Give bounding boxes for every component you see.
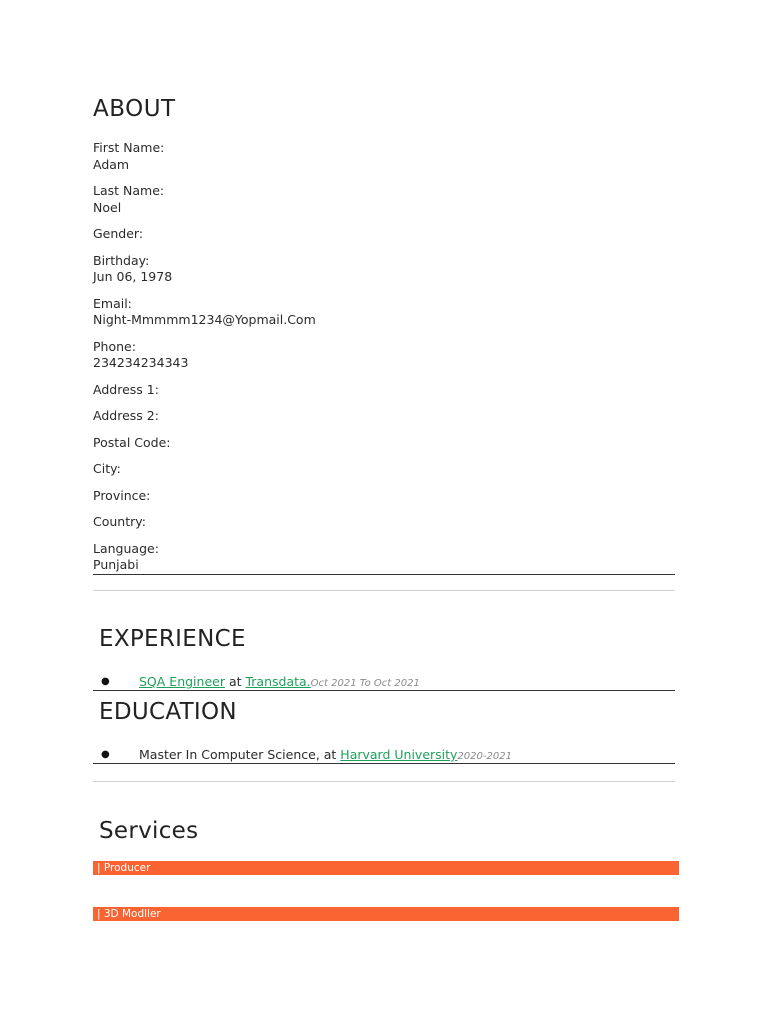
field-birthday <box>93 253 675 286</box>
field-label: Last Name: <box>93 183 165 198</box>
service-item-3d-modller <box>93 907 679 921</box>
field-last-name <box>93 183 675 216</box>
field-label: Phone: <box>93 338 136 354</box>
field-label: Birthday: <box>93 252 150 268</box>
field-country <box>93 514 675 531</box>
field-address-2 <box>93 408 675 425</box>
field-label: Postal Code: <box>93 434 171 450</box>
section-divider <box>93 590 675 591</box>
field-value: Night-Mmmmm1234@Yopmail.Com <box>93 312 316 327</box>
field-label: Gender: <box>93 226 144 241</box>
field-label: Email: <box>93 295 132 311</box>
degree-text: Master In Computer Science, at <box>139 747 341 762</box>
section-divider <box>93 781 675 782</box>
field-city <box>93 461 675 478</box>
field-postal-code <box>93 435 675 452</box>
field-label: Language: <box>93 540 159 556</box>
field-province <box>93 488 675 505</box>
field-label: Address 1: <box>93 381 159 397</box>
school-link[interactable]: Harvard University <box>340 747 458 762</box>
field-value: Jun 06, 1978 <box>93 269 173 284</box>
about-heading: ABOUT <box>93 96 176 122</box>
experience-heading: EXPERIENCE <box>99 626 246 652</box>
experience-connector: at <box>224 674 246 689</box>
experience-text <box>139 674 420 692</box>
field-value: 234234234343 <box>93 355 189 370</box>
field-label: First Name: <box>93 140 165 155</box>
company-link[interactable]: Transdata. <box>245 674 311 689</box>
about-field-list <box>93 140 675 575</box>
field-value: Adam <box>93 156 130 172</box>
field-language <box>93 541 675 575</box>
experience-item <box>93 674 675 691</box>
field-first-name <box>93 140 675 173</box>
experience-dates: Oct 2021 To Oct 2021 <box>310 678 420 689</box>
field-address-1 <box>93 382 675 399</box>
service-label: | Producer <box>97 862 151 874</box>
field-label: City: <box>93 461 121 476</box>
job-title-link[interactable]: SQA Engineer <box>139 674 225 689</box>
bullet-icon: ● <box>101 676 110 687</box>
education-heading: EDUCATION <box>99 699 237 725</box>
education-text <box>139 747 512 765</box>
education-item <box>93 747 675 764</box>
field-gender <box>93 226 675 243</box>
field-value: Noel <box>93 199 122 215</box>
field-label: Country: <box>93 514 146 529</box>
field-email <box>93 296 675 329</box>
services-heading: Services <box>99 818 199 844</box>
field-phone <box>93 339 675 372</box>
field-label: Address 2: <box>93 408 159 423</box>
field-value: Punjabi <box>93 557 139 572</box>
bullet-icon: ● <box>101 749 110 760</box>
service-label: | 3D Modller <box>97 908 161 920</box>
field-label: Province: <box>93 487 151 503</box>
education-dates: 2020-2021 <box>457 751 512 762</box>
service-item-producer <box>93 861 679 875</box>
